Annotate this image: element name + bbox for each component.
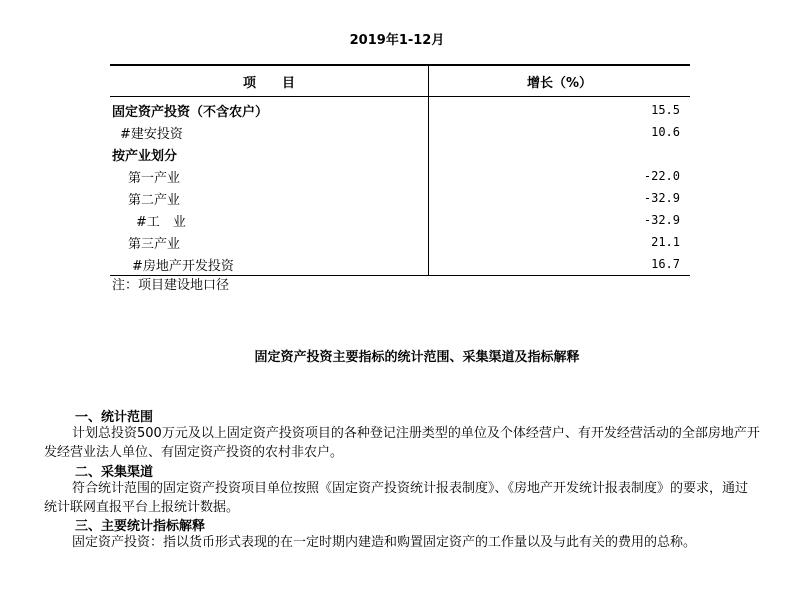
table-note: 注：项目建设地口径 (112, 278, 230, 293)
row-label: 第三产业 (110, 231, 429, 253)
header-growth: 增长（%） (429, 65, 691, 97)
row-value (429, 143, 691, 165)
row-label: 第二产业 (110, 187, 429, 209)
investment-growth-table (110, 64, 690, 276)
table-row (110, 143, 690, 165)
row-value: -22.0 (643, 169, 680, 183)
row-value: 10.6 (651, 125, 680, 139)
document-title: 固定资产投资主要指标的统计范围、采集渠道及指标解释 (254, 350, 580, 365)
section-heading-channel: 二、采集渠道 (75, 465, 154, 480)
table-row (110, 187, 690, 209)
table-row (110, 209, 690, 231)
row-value: 16.7 (429, 253, 691, 276)
table-row (110, 121, 690, 143)
row-label: 固定资产投资（不含农户） (110, 97, 429, 122)
section-text-scope: 计划总投资500万元及以上固定资产投资项目的各种登记注册类型的单位及个体经营户、有开发经营活动的全部房地产开发经营业法人单位、有固定资产投资的农村非农户。 (44, 426, 760, 460)
report-period: 2019年1-12月 (349, 33, 445, 48)
table-header-row (110, 65, 690, 97)
section-heading-indicators: 三、主要统计指标解释 (75, 519, 206, 534)
table-row (110, 165, 690, 187)
section-text-indicators: 固定资产投资：指以货币形式表现的在一定时期内建造和购置固定资产的工作量以及与此有关的费用的总称。 (72, 535, 697, 550)
section-text-channel: 符合统计范围的固定资产投资项目单位按照《固定资产投资统计报表制度》、《房地产开发统计报表制度》的要求，通过统计联网直报平台上报统计数据。 (44, 481, 749, 515)
row-label: #房地产开发投资 (110, 253, 429, 276)
row-label: 按产业划分 (110, 143, 429, 165)
table-row (110, 253, 690, 276)
row-value: -32.9 (643, 213, 680, 227)
row-value: 15.5 (651, 103, 680, 117)
table-row (110, 231, 690, 253)
table-row (110, 97, 690, 122)
row-label: 第一产业 (110, 165, 429, 187)
header-item: 项 目 (110, 65, 429, 97)
row-label: #工 业 (110, 209, 429, 231)
row-value: 21.1 (651, 235, 680, 249)
section-heading-scope: 一、统计范围 (75, 410, 154, 425)
row-label: #建安投资 (110, 121, 429, 143)
row-value: -32.9 (643, 191, 680, 205)
